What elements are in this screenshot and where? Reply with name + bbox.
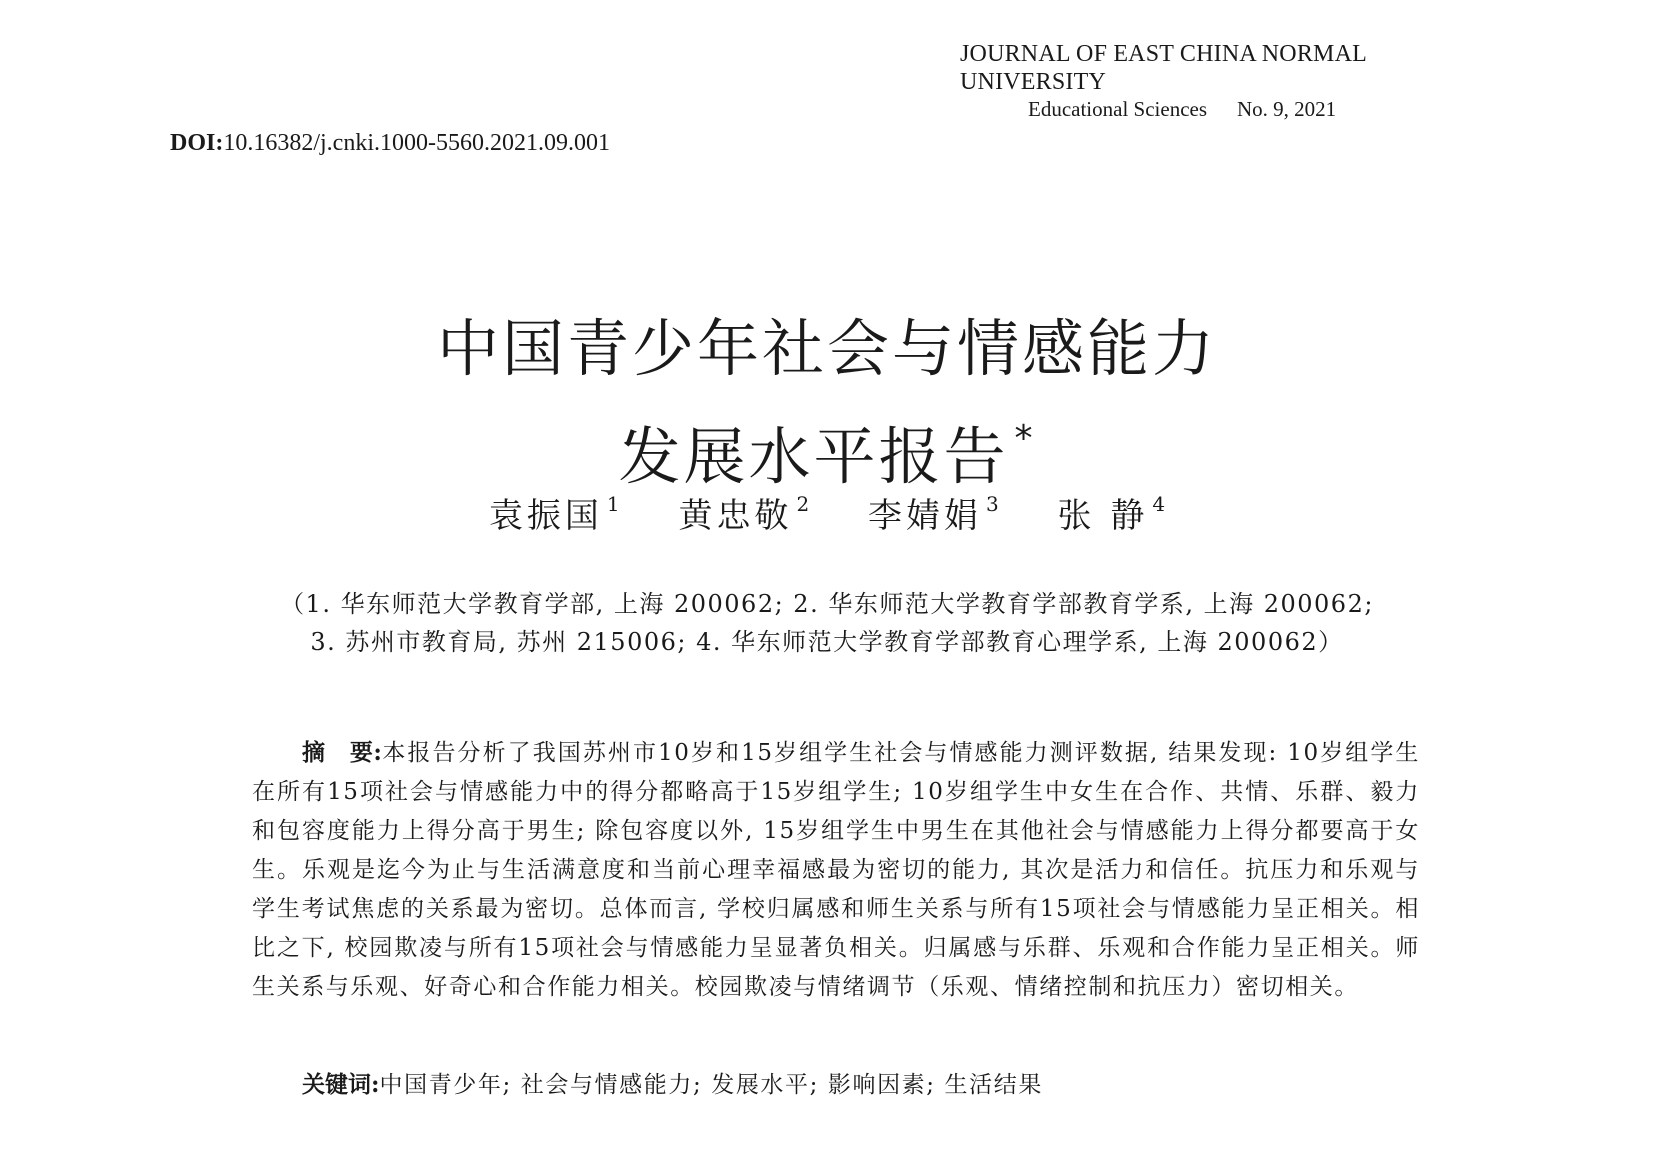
keywords [302, 1066, 1043, 1099]
abstract-label-part-2: 要: [349, 739, 382, 766]
affiliations [0, 585, 1654, 661]
doi-line [170, 130, 610, 157]
author-affil-mark: 4 [1152, 492, 1166, 516]
title-line-2-text: 发展水平报告 [618, 419, 1009, 493]
title-line-1: 中国青少年社会与情感能力 [436, 311, 1217, 385]
author-name: 黄忠敬 [678, 496, 793, 536]
author [868, 488, 999, 537]
journal-issue: No. 9, 2021 [1237, 97, 1337, 121]
journal-subline [1028, 96, 1480, 122]
affiliation-line-1: （1. 华东师范大学教育学部, 上海 200062; 2. 华东师范大学教育学部教育学系, 上海 200062; [280, 590, 1374, 618]
author-affil-mark: 2 [796, 492, 810, 516]
author-name: 袁振国 [488, 496, 603, 536]
doi-label: DOI: [170, 130, 224, 156]
author-list [0, 488, 1654, 537]
author-affil-mark: 1 [606, 492, 620, 516]
author [489, 488, 620, 537]
title-line-2 [0, 394, 1654, 502]
journal-header [960, 40, 1480, 122]
author-name: 张 静 [1057, 496, 1149, 536]
abstract-label [302, 739, 382, 766]
abstract [252, 733, 1420, 1007]
paper-title [0, 304, 1654, 502]
journal-name: JOURNAL OF EAST CHINA NORMAL UNIVERSITY [960, 41, 1367, 95]
journal-section: Educational Sciences [1028, 97, 1208, 121]
author-affil-mark: 3 [986, 492, 999, 516]
affiliation-line-2: 3. 苏州市教育局, 苏州 215006; 4. 华东师范大学教育学部教育心理学系, 上海 200062） [310, 628, 1344, 656]
keywords-label: 关键词: [302, 1071, 380, 1098]
keywords-text: 中国青少年; 社会与情感能力; 发展水平; 影响因素; 生活结果 [379, 1072, 1043, 1098]
doi-value: 10.16382/j.cnki.1000-5560.2021.09.001 [223, 130, 610, 156]
author [678, 488, 809, 537]
author [1058, 488, 1166, 537]
author-name: 李婧娟 [868, 496, 982, 536]
title-footnote-mark: * [1014, 417, 1036, 459]
abstract-label-part-1: 摘 [302, 739, 326, 766]
abstract-text: 本报告分析了我国苏州市10岁和15岁组学生社会与情感能力测评数据, 结果发现: 10岁组学生在所有15项社会与情感能力中的得分都略高于15岁组学生; 10岁组学生中女生在合作、共情、乐群、毅力和包容度能力上得分高于男生; 除包容度以外, 15岁组学生中男生在其他社会与情感能力上得分都要高于女生。乐观是迄今为止与生活满意度和当前心理幸福感最为密切的能力, 其次是活力和信任。抗压力和乐观与学生考试焦虑的关系最为密切。总体而言, 学校归属感和师生关系与所有15项社会与情感能力呈正相关。相比之下, 校园欺凌与所有15项社会与情感能力呈显著负相关。归属感与乐群、乐观和合作能力呈正相关。师生关系与乐观、好奇心和合作能力相关。校园欺凌与情绪调节（乐观、情绪控制和抗压力）密切相关。 [252, 740, 1420, 1000]
